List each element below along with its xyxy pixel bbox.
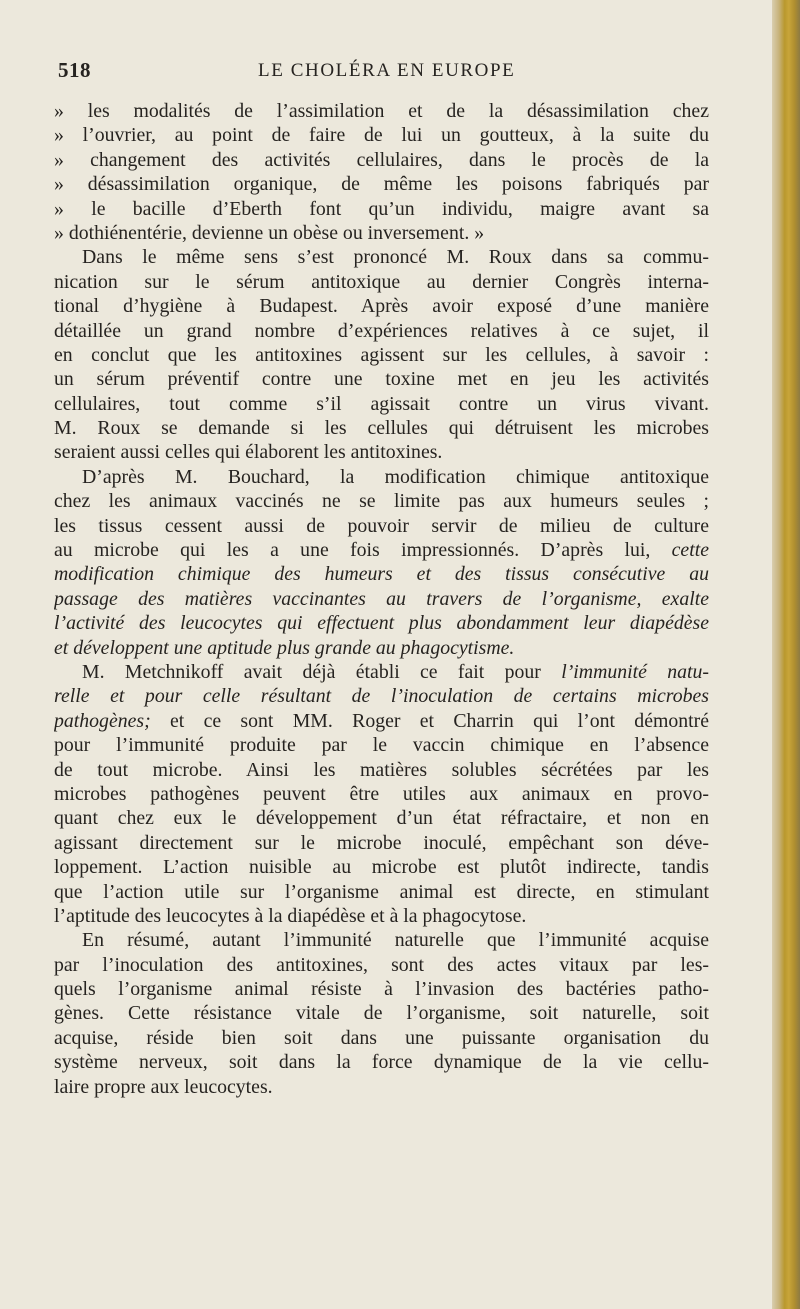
text-line: loppement. L’action nuisible au microbe est plutôt indirecte, tandis xyxy=(54,856,709,879)
text-line: » l’ouvrier, au point de faire de lui un goutteux, à la suite du xyxy=(54,124,709,147)
text-line xyxy=(54,684,709,708)
text-line: En résumé, autant l’immunité naturelle que l’immunité acquise xyxy=(82,929,709,952)
page-number: 518 xyxy=(58,58,91,82)
text-line: cellulaires, tout comme s’il agissait contre un virus vivant. xyxy=(54,392,709,415)
text-line: pour l’immunité produite par le vaccin chimique en l’absence xyxy=(54,734,709,757)
text-segment: au microbe qui les a une fois impressionnés. D’après lui, xyxy=(54,539,651,562)
text-line: » changement des activités cellulaires, dans le procès de la xyxy=(54,148,709,171)
italic-segment: modification chimique des humeurs et des tissus consécutive au xyxy=(54,563,709,586)
text-segment: et ce sont MM. Roger et Charrin qui l’ont démontré xyxy=(170,709,709,732)
text-line: gènes. Cette résistance vitale de l’organisme, soit naturelle, soit xyxy=(54,1002,709,1025)
text-line: nication sur le sérum antitoxique au dernier Congrès interna- xyxy=(54,270,709,293)
text-line: les tissus cessent aussi de pouvoir servir de milieu de culture xyxy=(54,514,709,537)
italic-segment: l’activité des leucocytes qui effectuent plus abondamment leur diapédèse xyxy=(54,612,709,635)
text-line: chez les animaux vaccinés ne se limite pas aux humeurs seules ; xyxy=(54,490,709,513)
text-segment: M. Metchnikoff avait déjà établi ce fait pour xyxy=(82,660,541,683)
text-line xyxy=(54,660,709,684)
text-line: M. Roux se demande si les cellules qui détruisent les microbes xyxy=(54,417,709,440)
text-line: agissant directement sur le microbe inoculé, empêchant son déve- xyxy=(54,831,709,854)
text-line: en conclut que les antitoxines agissent sur les cellules, à savoir : xyxy=(54,343,709,366)
text-line: tional d’hygiène à Budapest. Après avoir exposé d’une manière xyxy=(54,295,709,318)
text-line: » les modalités de l’assimilation et de la désassimilation chez xyxy=(54,100,709,122)
text-line: un sérum préventif contre une toxine met en jeu les activités xyxy=(54,368,709,391)
text-line xyxy=(54,611,709,635)
text-line xyxy=(54,538,709,562)
italic-segment: et développent une aptitude plus grande au phagocytisme. xyxy=(54,636,515,659)
running-head xyxy=(0,58,772,84)
italic-segment: relle et pour celle résultant de l’inoculation de certains microbes xyxy=(54,685,709,708)
text-line: que l’action utile sur l’organisme animal est directe, en stimulant xyxy=(54,880,709,903)
text-line: l’aptitude des leucocytes à la diapédèse et à la phagocytose. xyxy=(54,904,527,927)
italic-segment: pathogènes; xyxy=(54,709,151,732)
text-line: acquise, réside bien soit dans une puissante organisation du xyxy=(54,1026,709,1049)
text-line: laire propre aux leucocytes. xyxy=(54,1075,273,1098)
text-line: de tout microbe. Ainsi les matières solubles sécrétées par les xyxy=(54,758,709,781)
text-line xyxy=(54,709,709,733)
text-line: quels l’organisme animal résiste à l’invasion des bactéries patho- xyxy=(54,978,709,1001)
book-edge xyxy=(772,0,800,1309)
text-line: Dans le même sens s’est prononcé M. Roux dans sa commu- xyxy=(82,246,709,269)
italic-segment: l’immunité natu- xyxy=(561,660,709,683)
text-line: par l’inoculation des antitoxines, sont des actes vitaux par les- xyxy=(54,953,709,976)
body-text xyxy=(54,99,709,1099)
text-line: détaillée un grand nombre d’expériences relatives à ce sujet, il xyxy=(54,319,709,342)
running-title: LE CHOLÉRA EN EUROPE xyxy=(258,60,516,81)
text-line: système nerveux, soit dans la force dynamique de la vie cellu- xyxy=(54,1051,709,1074)
text-line: microbes pathogènes peuvent être utiles aux animaux en provo- xyxy=(54,782,709,805)
italic-segment: passage des matières vaccinantes au travers de l’organisme, exalte xyxy=(54,587,709,610)
italic-segment: cette xyxy=(671,539,709,562)
text-line xyxy=(54,587,709,611)
text-line: » dothiénentérie, devienne un obèse ou inversement. » xyxy=(54,221,485,244)
text-line: seraient aussi celles qui élaborent les antitoxines. xyxy=(54,441,443,464)
text-line xyxy=(54,636,709,660)
text-line xyxy=(54,562,709,586)
text-line: » le bacille d’Eberth font qu’un individu, maigre avant sa xyxy=(54,197,709,220)
text-line: D’après M. Bouchard, la modification chimique antitoxique xyxy=(82,465,709,488)
text-line: » désassimilation organique, de même les poisons fabriqués par xyxy=(54,173,709,196)
text-line: quant chez eux le développement d’un état réfractaire, et non en xyxy=(54,807,709,830)
